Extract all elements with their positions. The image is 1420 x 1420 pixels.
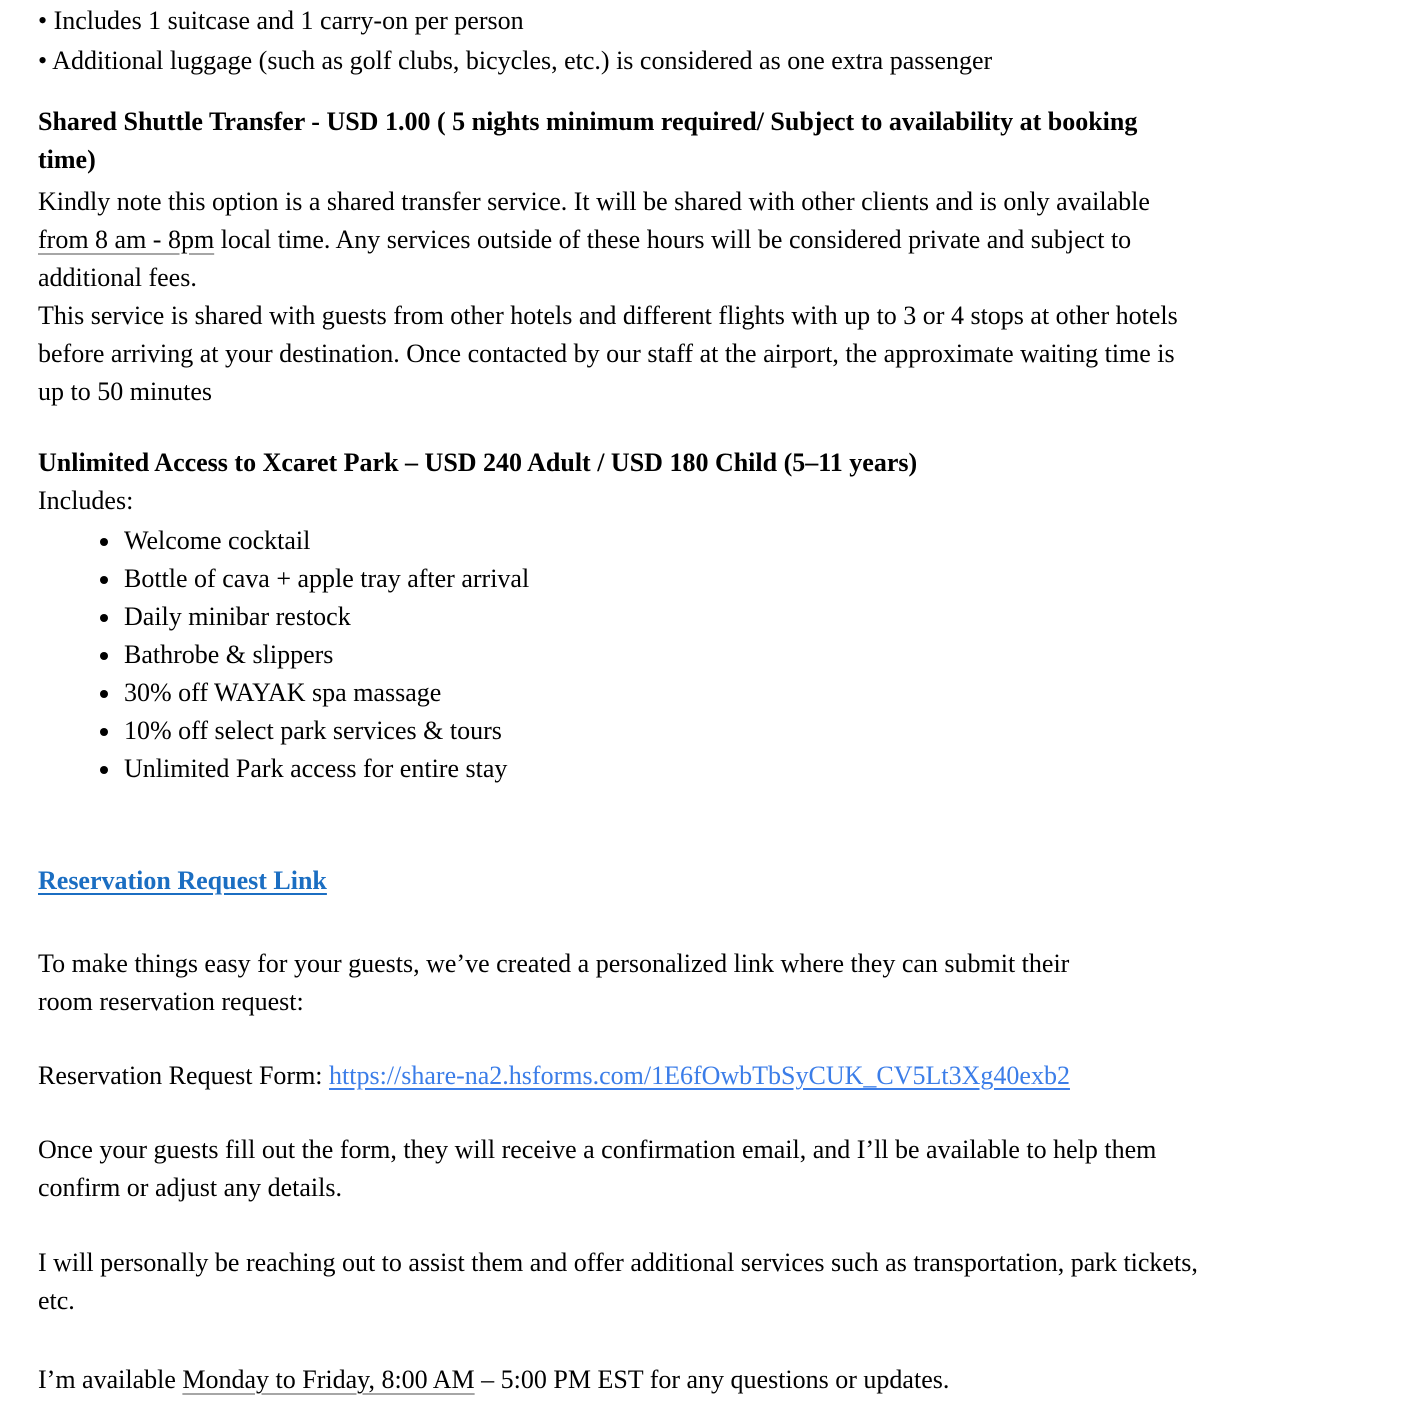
park-benefit-item: • Bathrobe & slippers [122,636,1380,674]
shuttle-p2-line-3: up to 50 minutes [38,377,213,406]
park-benefit-item: • 10% off select park services & tours [122,712,1380,750]
xcaret-heading: Unlimited Access to Xcaret Park – USD 240 Adult / USD 180 Child (5–11 years) [38,448,918,477]
reservation-intro [38,945,1380,1021]
availability-suffix: – 5:00 PM EST for any questions or updates. [474,1365,950,1394]
reservation-intro-line-1: To make things easy for your guests, we’ve created a personalized link where they can submit their [38,949,1070,978]
shuttle-heading-line-2: time) [38,145,96,174]
park-benefit-item: • 30% off WAYAK spa massage [122,674,1380,712]
shuttle-p2-line-2: before arriving at your destination. Once contacted by our staff at the airport, the approximate waiting time is [38,339,1175,368]
reservation-form-row [38,1057,1380,1095]
assist-line-1: I will personally be reaching out to assist them and offer additional services such as transportation, park tickets, [38,1248,1198,1277]
shuttle-paragraph-2 [38,297,1380,411]
confirmation-paragraph [38,1131,1380,1207]
assist-paragraph [38,1244,1380,1320]
park-benefit-item: • Bottle of cava + apple tray after arrival [122,560,1380,598]
reservation-link-heading-row [38,862,1380,900]
luggage-note-2: • Additional luggage (such as golf clubs, bicycles, etc.) is considered as one extra passenger [38,46,993,75]
reservation-form-label: Reservation Request Form: [38,1061,330,1090]
reservation-request-link[interactable]: Reservation Request Link [38,866,327,895]
shuttle-p2-line-1: This service is shared with guests from other hotels and different flights with up to 3 or 4 stops at other hotels [38,301,1178,330]
reservation-form-url-link[interactable]: https://share-na2.hsforms.com/1E6fOwbTbSyCUK_CV5Lt3Xg40exb2 [329,1061,1070,1090]
park-benefit-item: • Unlimited Park access for entire stay [122,750,1380,788]
availability-prefix: I’m available [38,1365,183,1394]
shuttle-p1-line-2-rest: local time. Any services outside of these hours will be considered private and subject to [214,225,1132,254]
shuttle-p1-line-3: additional fees. [38,263,197,292]
shuttle-hours-underlined: from 8 am - 8pm [38,225,215,254]
confirmation-line-1: Once your guests fill out the form, they will receive a confirmation email, and I’ll be available to help them [38,1135,1157,1164]
availability-hours-underlined: Monday to Friday, 8:00 AM [182,1365,475,1394]
park-benefits-list [38,522,1380,788]
shuttle-p1-line-1: Kindly note this option is a shared transfer service. It will be shared with other clients and is only available [38,187,1150,216]
reservation-intro-line-2: room reservation request: [38,987,304,1016]
availability-row [38,1361,1380,1399]
park-benefit-item: • Daily minibar restock [122,598,1380,636]
luggage-note-1: • Includes 1 suitcase and 1 carry-on per person [38,6,524,35]
shuttle-paragraph-1 [38,183,1380,297]
shuttle-heading-line-1: Shared Shuttle Transfer - USD 1.00 ( 5 nights minimum required/ Subject to availability at booking [38,107,1138,136]
confirmation-line-2: confirm or adjust any details. [38,1173,342,1202]
park-benefit-item: • Welcome cocktail [122,522,1380,560]
shuttle-heading [38,103,1380,179]
shuttle-p1-line-2 [38,221,1380,259]
includes-label: Includes: [38,486,134,515]
assist-line-2: etc. [38,1286,75,1315]
